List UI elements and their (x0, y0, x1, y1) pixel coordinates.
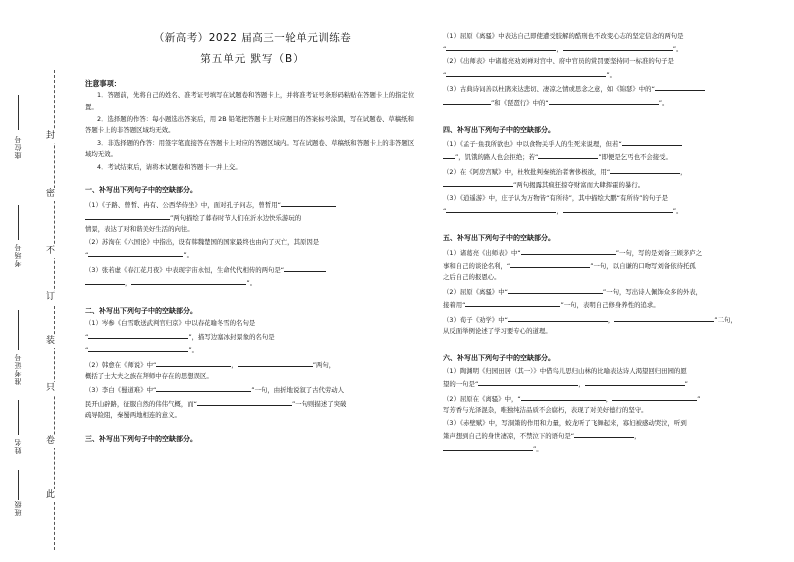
answer-blank[interactable] (443, 96, 491, 105)
question-2-2-cont (85, 371, 420, 382)
question-text: “ (443, 70, 447, 79)
question-text: ”和《琵琶行》中的“ (491, 98, 549, 107)
answer-blank[interactable] (655, 82, 705, 91)
question-5-1-cont (443, 272, 778, 283)
question-text: “ (443, 44, 447, 53)
question-text: 之后自己的报恩心。 (443, 273, 501, 282)
question-text: （1）陶渊明《归园田居（其一）》中借鸟儿思归山林的比喻表达诗人渴望回归田园的愿 (443, 366, 687, 375)
answer-blank[interactable] (197, 397, 292, 406)
question-text: ”。 (183, 250, 194, 259)
question-text: 情景，表达了对和谐美好生活的向往。 (85, 224, 194, 233)
question-4-2-cont (443, 178, 778, 191)
question-3-1 (443, 31, 778, 42)
question-text: “ (443, 207, 447, 216)
question-1-1 (85, 198, 420, 211)
question-4-1 (443, 137, 778, 150)
question-text: 概括了士大夫之族在拜师中存在的思想误区。 (85, 371, 213, 380)
question-1-1-cont (85, 211, 420, 224)
answer-blank[interactable] (465, 298, 560, 307)
answer-blank[interactable] (549, 96, 659, 105)
answer-blank[interactable] (85, 276, 125, 285)
question-2-2 (85, 358, 420, 371)
question-text: “ (85, 345, 89, 354)
question-4-3-cont (443, 204, 778, 217)
answer-blank[interactable] (446, 42, 556, 51)
question-1-3-cont (85, 276, 420, 289)
answer-blank[interactable] (156, 383, 251, 392)
question-text: （2）苏洵在《六国论》中指出，设有韩魏楚国的国家最终也由向了灭亡，其原因是 (85, 237, 320, 246)
question-text: ”一句，写的是刘备三顾茅庐之 (615, 248, 703, 257)
section-heading: 一、补写出下列句子中的空缺部分。 (85, 186, 197, 195)
question-text: ”一句，由折地说叙了古代劳动人 (251, 386, 345, 395)
question-text: 从反面举例论述了学习要专心的道理。 (443, 327, 552, 336)
question-text: 箫声想到自己的身世凄凉，不禁泣下的语句是“ (443, 431, 575, 440)
question-text: ， (607, 315, 615, 324)
question-2-1-cont (85, 330, 420, 343)
seal-char: 卷 (46, 436, 56, 446)
question-2-3 (85, 383, 420, 396)
seal-char: 只 (46, 383, 56, 393)
question-6-2 (443, 392, 778, 405)
question-5-3-cont (443, 326, 778, 337)
answer-blank[interactable] (156, 358, 231, 367)
question-text: ， (556, 207, 563, 216)
question-text: ”。 (246, 278, 257, 287)
answer-blank[interactable] (131, 276, 246, 285)
question-text: 事和自己的谈论名利，“ (443, 262, 511, 271)
question-3-1-cont (443, 42, 778, 55)
question-text: 疏导险阻，秦蜀两地相连的意义。 (85, 410, 181, 419)
answer-blank[interactable] (446, 68, 606, 77)
question-text: ， (605, 394, 613, 403)
question-3-3 (443, 82, 778, 95)
seal-char: 订 (46, 292, 56, 302)
question-6-3 (443, 418, 778, 429)
question-text: 接着用“ (443, 301, 466, 310)
question-text: 望的一句是“ (443, 380, 479, 389)
answer-blank[interactable] (610, 165, 680, 174)
ticket-number-label: 准考证号 (14, 353, 22, 385)
question-text: ， (556, 44, 563, 53)
answer-blank[interactable] (446, 204, 556, 213)
question-text: “ (85, 332, 89, 341)
question-text: （2）屈原《离骚》中“ (443, 288, 508, 297)
answer-blank[interactable] (443, 150, 455, 159)
question-text: （2）屈原在《离骚》中，“ (443, 394, 521, 403)
answer-blank[interactable] (510, 259, 590, 268)
question-5-2-cont (443, 298, 778, 311)
answer-blank[interactable] (538, 150, 598, 159)
section-heading: 二、补写出下列句子中的空缺部分。 (85, 306, 197, 315)
question-text: （1）屈原《离骚》中表达自己即使遭受肢解的酷刑也不改变心志的坚定信念的两句是 (443, 31, 684, 40)
answer-blank[interactable] (88, 330, 188, 339)
question-text: ”两句描绘了暮春时节人们在沂水边快乐游玩的 (170, 213, 302, 222)
question-text: ， (680, 168, 687, 177)
question-text: （2）韩愈在《师说》中“ (85, 360, 157, 369)
question-text: ”。 (606, 70, 617, 79)
answer-blank[interactable] (88, 343, 188, 352)
answer-blank[interactable] (563, 204, 673, 213)
ticket-number-line (18, 310, 19, 350)
question-6-1-cont (443, 377, 778, 390)
question-text: （3）《赤壁赋》中，写洞箫的作用和力量，蛟龙听了飞舞起来，寡妇被感动哭泣，听到 (443, 418, 687, 427)
question-text: ， (578, 380, 585, 389)
notice-item: 4．考试结束后，请将本试题卷和答题卡一并上交。 (97, 162, 242, 171)
question-text: （1）诸葛亮《出师表》中“ (443, 248, 521, 257)
question-text: （3）古典诗词善以杜鹃来达悲切、凄凉之情或思念之意，如《锦瑟》中的“ (443, 85, 655, 94)
question-text: ” (684, 380, 688, 389)
question-text: （2）《出师表》中诸葛亮劝刘禅对宫中、府中官员的赏罚要坚持同一标准的句子是 (443, 57, 674, 66)
question-text: （3）荀子《劝学》中“ (443, 315, 508, 324)
question-2-3-cont (85, 397, 420, 410)
seat-number-label: 座位号 (14, 135, 22, 159)
question-text: ”。 (672, 44, 683, 53)
question-3-2 (443, 56, 778, 67)
section-heading: 五、补写出下列句子中的空缺部分。 (443, 234, 555, 243)
answer-blank[interactable] (238, 358, 313, 367)
question-6-3-cont (443, 429, 778, 442)
question-3-2-cont (443, 68, 778, 81)
answer-blank[interactable] (521, 392, 606, 401)
question-text: 写芳香与光泽混杂，唯独纯洁品质不会腐朽，表现了对美好德行的坚守。 (443, 405, 648, 414)
question-text: ”二句， (714, 315, 737, 324)
exam-title: （新高考）2022 届高三一轮单元训练卷 (153, 32, 352, 44)
question-text: “ (85, 250, 89, 259)
question-text: ， (634, 431, 641, 440)
question-text: 民开山辟路，征服自然的伟伟气概，而“ (85, 399, 197, 408)
question-text: （3）张若虚《春江花月夜》中表现宇宙永恒，生命代代相传的两句是“ (85, 265, 285, 274)
question-3-3-cont (443, 96, 778, 109)
notice-heading: 注意事项： (85, 79, 121, 88)
question-5-1-cont (443, 259, 778, 272)
question-1-2-cont (85, 248, 420, 261)
notice-item: 1．答题前，先将自己的姓名、准考证号填写在试题卷和答题卡上，并将准考证号条形码粘贴在答题卡上的指定位置。 (85, 91, 415, 111)
class-label: 班级 (14, 500, 22, 516)
seal-char: 此 (46, 490, 56, 500)
answer-blank[interactable] (508, 285, 603, 294)
question-5-2 (443, 285, 778, 298)
section-heading: 四、补写出下列句子中的空缺部分。 (443, 125, 555, 134)
question-5-3 (443, 313, 778, 326)
answer-blank[interactable] (443, 178, 513, 187)
question-text: ”两句， (312, 360, 336, 369)
exam-room-line (18, 205, 19, 240)
question-1-3 (85, 263, 420, 276)
question-text: ”，饥饿的路人也会拒绝；若“ (455, 153, 539, 162)
question-text: ”两句揭露其疯狂掠夺财富而大肆挥霍的暴行。 (513, 181, 645, 190)
question-6-1 (443, 366, 778, 377)
question-1-2 (85, 237, 420, 248)
question-text: ”，描写边塞冰封景象的名句是 (188, 332, 275, 341)
answer-blank[interactable] (443, 442, 533, 451)
question-text: ”即便是乞丐也不会接受。 (598, 153, 672, 162)
question-text: ， (125, 278, 132, 287)
question-5-1 (443, 246, 778, 259)
question-2-1-cont (85, 343, 420, 356)
question-text: （1）岑参《白雪歌送武判官归京》中以春花喻冬雪的名句是 (85, 319, 256, 328)
question-text: （2）在《阿房宫赋》中，杜牧批判秦统治者奢侈极欲，用“ (443, 168, 611, 177)
question-6-2-cont (443, 405, 778, 416)
question-text: ”。 (188, 345, 199, 354)
answer-blank[interactable] (88, 248, 183, 257)
section-heading: 六、补写出下列句子中的空缺部分。 (443, 354, 555, 363)
answer-blank[interactable] (612, 392, 697, 401)
question-2-1 (85, 318, 420, 329)
class-line (18, 470, 19, 500)
seal-char: 密 (46, 189, 56, 199)
question-text: ”。 (533, 445, 543, 454)
seat-number-line (18, 95, 19, 130)
right-column (443, 0, 778, 455)
notice-item: 2．选择题的作答：每小题选出答案后，用 2B 铅笔把答题卡上对应题目的答案标号涂黑，写在试题卷、草稿纸和答题卡上的非答题区域均无效。 (85, 115, 414, 135)
answer-blank[interactable] (85, 211, 170, 220)
name-line (18, 400, 19, 435)
answer-blank[interactable] (563, 42, 673, 51)
question-6-3-cont (443, 442, 778, 455)
question-text: （3）《逍遥游》中，庄子认为万物皆“有所待”，其中描绘大鹏“有所待”的句子是 (443, 194, 668, 203)
question-1-1-cont (85, 224, 420, 235)
notice-list (85, 90, 420, 173)
exam-room-label: 考场号 (14, 243, 22, 267)
question-text: ”一句，写出诗人佩饰众多的外表， (602, 288, 703, 297)
answer-blank[interactable] (508, 313, 608, 322)
notice-item: 3．非选择题的作答：用签字笔直接答在答题卡上对应的答题区域内。写在试题卷、草稿纸和答题卡上的非答题区域均无效。 (85, 138, 415, 159)
answer-blank[interactable] (478, 377, 578, 386)
answer-blank[interactable] (281, 198, 336, 207)
question-text: ”一句，以自谦的口吻写刘备依待托孤 (590, 262, 696, 271)
answer-blank[interactable] (284, 263, 326, 272)
question-4-2 (443, 165, 778, 178)
left-column (85, 0, 420, 445)
answer-blank[interactable] (622, 137, 682, 146)
question-text: ”。 (672, 207, 683, 216)
answer-blank[interactable] (574, 429, 634, 438)
name-label: 姓名 (14, 438, 22, 454)
question-text: （1）《子路、曾皙、冉有、公西华侍坐》中，面对孔子问志，曾皙用“ (85, 200, 281, 209)
question-4-3 (443, 193, 778, 204)
answer-blank[interactable] (521, 246, 616, 255)
section-heading: 三、补写出下列句子中的空缺部分。 (85, 435, 197, 444)
question-4-1-cont (443, 150, 778, 163)
seal-char: 封 (46, 131, 56, 141)
answer-blank[interactable] (585, 377, 685, 386)
question-text: （3）李白《蜀道难》中“ (85, 386, 157, 395)
exam-subtitle: 第五单元 默写（B） (200, 53, 305, 65)
question-text: ”一句，表明自己修身养性的追求。 (560, 301, 660, 310)
question-text: ”一句则描述了突破 (291, 399, 347, 408)
question-2-3-cont (85, 410, 420, 421)
answer-blank[interactable] (614, 313, 714, 322)
seal-char: 不 (46, 246, 56, 256)
question-text: ” (697, 394, 701, 403)
question-text: （1）《孟子·鱼我所欲也》中以食物关乎人的生死来说理，但若“ (443, 140, 622, 149)
seal-char: 装 (46, 336, 56, 346)
question-text: ”。 (658, 98, 669, 107)
question-text: ， (231, 360, 238, 369)
